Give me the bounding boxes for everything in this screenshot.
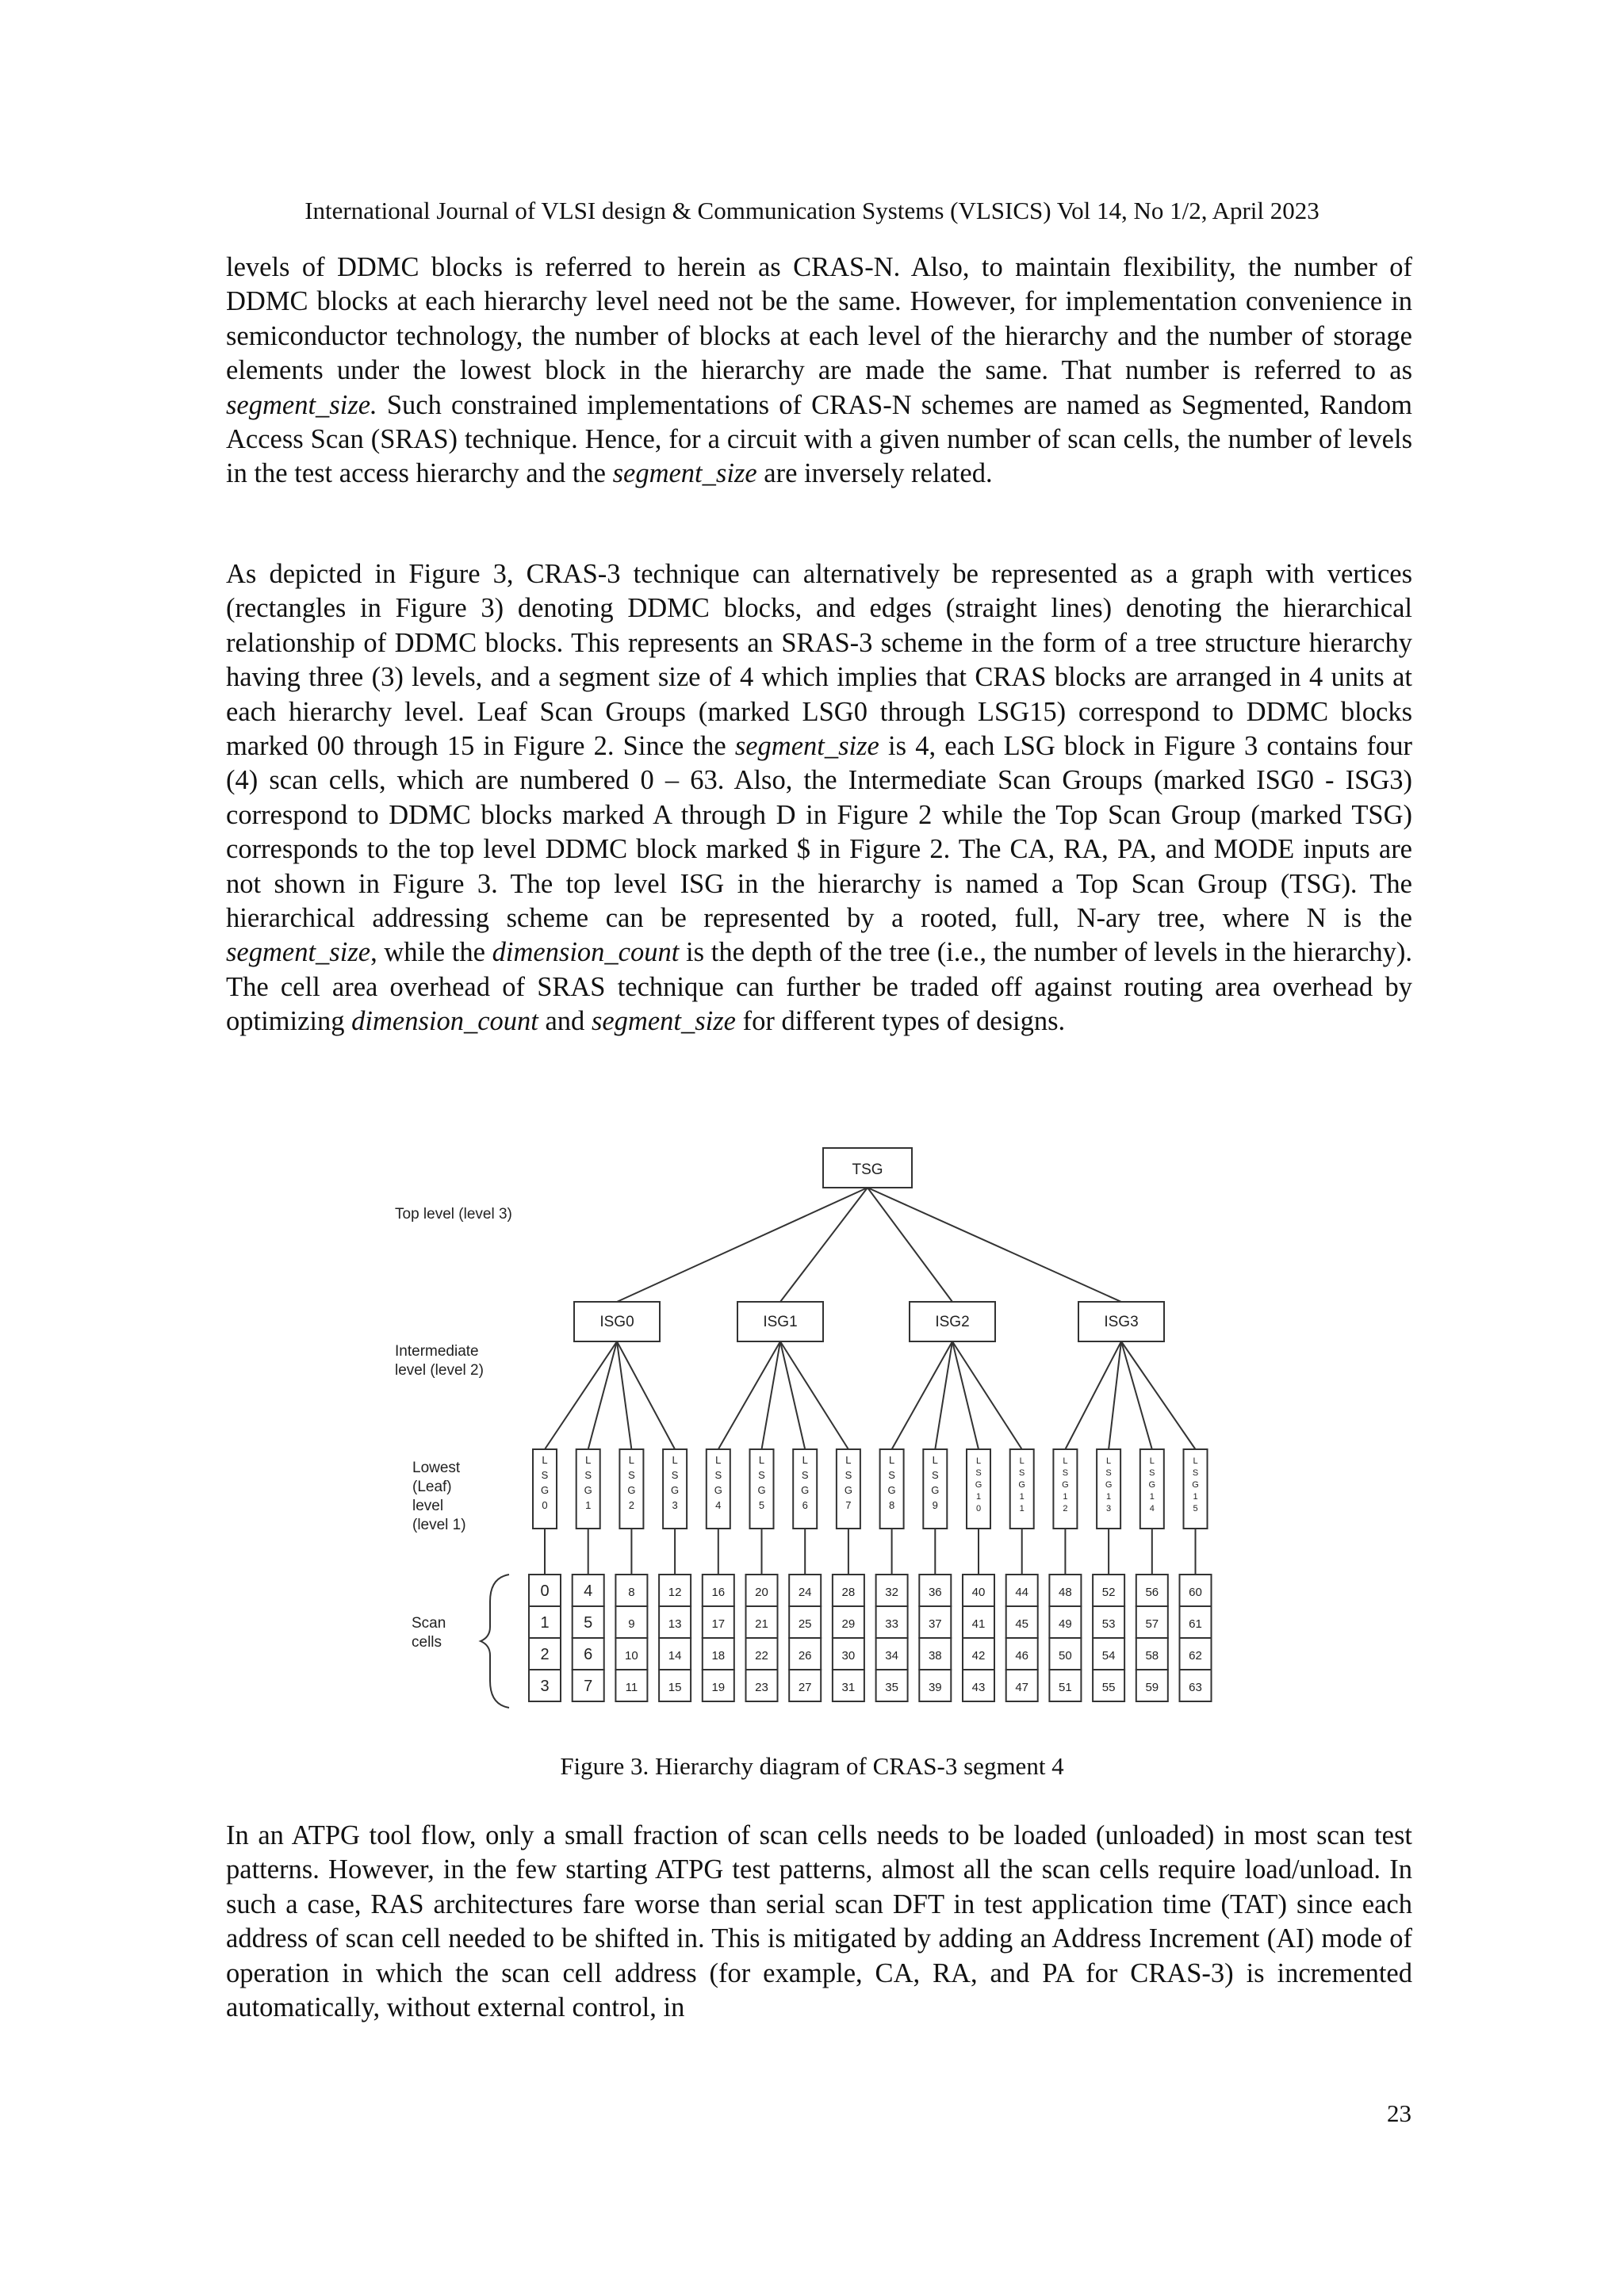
paragraph-1 — [226, 251, 1412, 492]
scan-cell-number: 45 — [1015, 1617, 1029, 1631]
lsg-label-char: 9 — [932, 1499, 938, 1511]
lsg-label-char: S — [758, 1469, 765, 1481]
isg-edge — [952, 1341, 1022, 1449]
scan-cell-number: 55 — [1101, 1681, 1116, 1694]
lsg-label-char: G — [1148, 1480, 1156, 1490]
scan-cell-number: 62 — [1189, 1649, 1202, 1663]
page-number: 23 — [1387, 2099, 1411, 2127]
lsg-label-char: G — [931, 1484, 940, 1496]
lsg-label-char: 1 — [1019, 1504, 1025, 1513]
isg-edge — [780, 1341, 848, 1449]
lsg-label-char: S — [671, 1469, 679, 1481]
lsg-label-char: L — [888, 1454, 895, 1466]
lsg-label-char: 1 — [1063, 1492, 1068, 1502]
isg-label: ISG1 — [763, 1314, 798, 1330]
lsg-label-char: 1 — [585, 1499, 592, 1511]
lsg-label-char: L — [628, 1454, 635, 1466]
lsg-label-char: L — [542, 1454, 548, 1466]
isg-label: ISG0 — [599, 1314, 634, 1330]
lsg-label-char: S — [714, 1469, 722, 1481]
lsg-label-char: 4 — [1149, 1504, 1155, 1513]
scan-cell-number: 31 — [841, 1681, 856, 1694]
scan-cell-number: 43 — [971, 1681, 986, 1694]
lsg-label-char: S — [1019, 1468, 1025, 1478]
scan-cell-number: 44 — [1015, 1586, 1029, 1599]
isg-edge — [545, 1341, 617, 1449]
lsg-label-char: S — [1149, 1468, 1155, 1478]
scan-cell-number: 3 — [540, 1678, 550, 1695]
scan-cell-number: 38 — [928, 1649, 942, 1663]
paragraph-2 — [226, 557, 1412, 1039]
scan-cell-number: 32 — [885, 1586, 898, 1599]
text-run: As depicted in Figure 3, CRAS-3 technique can alternatively be represented as a graph with vertices (rectangles in Figure 3) denoting DDMC blocks, and edges (straight lines) denoting the hierarchical relationship of DDMC blocks. This represents an SRAS-3 scheme in the form of a tree structure hierarchy having three (3) levels, and a segment size of 4 which implies that CRAS blocks are arranged in 4 units at each hierarchy level. Leaf Scan Groups (marked LSG0 through LSG15) correspond to DDMC blocks marked 00 through 15 in Figure 2. Since the — [226, 559, 1412, 762]
scan-cells-label: cells — [412, 1634, 442, 1651]
lsg-label-char: G — [540, 1484, 550, 1496]
lsg-label-char: L — [1193, 1456, 1198, 1466]
isg-edge — [617, 1341, 631, 1449]
italic-term: dimension_count — [351, 1006, 538, 1037]
lsg-label-char: S — [628, 1469, 635, 1481]
lsg-label-char: G — [1018, 1480, 1025, 1490]
scan-cell-number: 47 — [1015, 1681, 1029, 1694]
lsg-label-char: 1 — [1149, 1492, 1155, 1502]
lsg-label-char: L — [1063, 1456, 1068, 1466]
isg-edge — [1121, 1341, 1152, 1449]
lsg-label-char: S — [845, 1469, 852, 1481]
scan-cell-number: 6 — [584, 1646, 593, 1663]
lsg-label-char: 3 — [1106, 1504, 1112, 1513]
scan-cell-number: 59 — [1145, 1681, 1159, 1694]
italic-term: segment_size — [612, 458, 757, 489]
scan-cell-number: 5 — [584, 1614, 593, 1632]
lowest-level-label: Lowest — [412, 1460, 461, 1476]
scan-cell-number: 57 — [1145, 1617, 1159, 1631]
scan-cell-number: 2 — [540, 1646, 550, 1663]
scan-cell-number: 24 — [798, 1586, 812, 1599]
scan-cell-number: 30 — [841, 1649, 856, 1663]
lsg-label-char: L — [802, 1454, 808, 1466]
lsg-label-char: L — [585, 1454, 592, 1466]
lsg-label-char: 5 — [758, 1499, 765, 1511]
lowest-level-label: (Leaf) — [412, 1479, 452, 1495]
lsg-label-char: L — [1106, 1456, 1112, 1466]
isg-edge — [1121, 1341, 1196, 1449]
scan-cell-number: 35 — [885, 1681, 898, 1694]
scan-cell-number: 29 — [841, 1617, 856, 1631]
scan-cell-number: 33 — [885, 1617, 898, 1631]
scan-cell-number: 40 — [971, 1586, 986, 1599]
text-run: are inversely related. — [756, 458, 993, 489]
scan-cell-number: 0 — [540, 1582, 550, 1600]
lsg-label-char: 7 — [845, 1499, 852, 1511]
lowest-level-label: (level 1) — [412, 1517, 466, 1533]
scan-cells-brace — [481, 1575, 509, 1708]
text-run: is 4, each LSG block in Figure 3 contains four (4) scan cells, which are numbered 0 – 63. Also, the Intermediate Scan Groups (marked ISG0 - ISG3) correspond to DDMC blocks marked A through D in Figure 2 while the Top Scan Group (marked TSG) corresponds to the top level DDMC block marked $ in Figure 2. The CA, RA, PA, and MODE inputs are not shown in Figure 3. The top level ISG in the hierarchy is named a Top Scan Group (TSG). The hierarchical addressing scheme can be represented by a rooted, full, N-ary tree, where N is the — [226, 731, 1412, 934]
tsg-edge — [868, 1188, 952, 1302]
lsg-label-char: 8 — [888, 1499, 895, 1511]
lsg-label-char: 1 — [975, 1492, 982, 1502]
scan-cell-number: 21 — [755, 1617, 768, 1631]
scan-cell-number: 42 — [971, 1649, 986, 1663]
lsg-label-char: 2 — [628, 1499, 635, 1511]
lsg-label-char: G — [714, 1484, 722, 1496]
lsg-label-char: L — [758, 1454, 765, 1466]
lsg-label-char: 1 — [1106, 1492, 1112, 1502]
tsg-edge — [617, 1188, 868, 1302]
lsg-label-char: G — [801, 1484, 810, 1496]
isg-edge — [780, 1341, 805, 1449]
tsg-edge — [780, 1188, 868, 1302]
scan-cell-number: 15 — [668, 1681, 682, 1694]
scan-cell-number: 25 — [798, 1617, 812, 1631]
intermediate-level-label: level (level 2) — [395, 1362, 484, 1379]
lsg-label-char: G — [627, 1484, 636, 1496]
isg-edge — [1065, 1341, 1121, 1449]
scan-cell-number: 28 — [841, 1586, 856, 1599]
text-run: is the depth of the tree (i.e., the number of levels in the hierarchy). The cell area overhead of SRAS technique can further be traded off against routing area overhead by optimizing — [226, 937, 1413, 1037]
lsg-label-char: S — [1105, 1468, 1112, 1478]
scan-cell-number: 39 — [928, 1681, 942, 1694]
lsg-label-char: S — [1062, 1468, 1069, 1478]
isg-label: ISG3 — [1104, 1314, 1139, 1330]
isg-edge — [952, 1341, 979, 1449]
scan-cell-number: 61 — [1189, 1617, 1202, 1631]
scan-cell-number: 34 — [885, 1649, 898, 1663]
scan-cell-number: 23 — [755, 1681, 768, 1694]
scan-cell-number: 22 — [755, 1649, 768, 1663]
scan-cells-label: Scan — [412, 1615, 446, 1632]
lsg-label-char: S — [888, 1469, 895, 1481]
scan-cell-number: 63 — [1189, 1681, 1202, 1694]
scan-cell-number: 37 — [928, 1617, 942, 1631]
text-run: and — [538, 1006, 592, 1037]
lsg-label-char: G — [844, 1484, 852, 1496]
scan-cell-number: 46 — [1015, 1649, 1029, 1663]
isg-edge — [617, 1341, 675, 1449]
lsg-label-char: 3 — [672, 1499, 678, 1511]
scan-cell-number: 17 — [711, 1617, 726, 1631]
text-run: Such constrained implementations of CRAS-N schemes are named as Segmented, Random Access Scan (SRAS) technique. Hence, for a circuit with a given number of scan cells, the number of levels in the test access hierarchy and the — [226, 389, 1412, 489]
italic-term: segment_size. — [226, 389, 377, 420]
scan-cell-number: 26 — [798, 1649, 812, 1663]
lsg-label-char: S — [975, 1468, 982, 1478]
scan-cell-number: 60 — [1189, 1586, 1202, 1599]
lsg-label-char: L — [932, 1454, 938, 1466]
running-header: International Journal of VLSI design & Communication Systems (VLSICS) Vol 14, No 1/2, April 2023 — [304, 197, 1320, 224]
isg-edge — [588, 1341, 617, 1449]
italic-term: dimension_count — [492, 937, 680, 968]
scan-cell-number: 20 — [755, 1586, 768, 1599]
tsg-edge — [868, 1188, 1121, 1302]
scan-cell-number: 41 — [971, 1617, 986, 1631]
lsg-label-char: G — [1062, 1480, 1069, 1490]
lsg-label-char: 4 — [715, 1499, 722, 1511]
scan-cell-number: 58 — [1145, 1649, 1159, 1663]
lsg-label-char: 0 — [975, 1504, 982, 1513]
scan-cell-number: 51 — [1059, 1681, 1072, 1694]
lsg-label-char: G — [1192, 1480, 1199, 1490]
isg-edge — [1109, 1341, 1121, 1449]
scan-cell-number: 36 — [928, 1586, 942, 1599]
scan-cell-number: 8 — [628, 1586, 635, 1599]
lsg-label-char: G — [975, 1480, 982, 1490]
scan-cell-number: 56 — [1145, 1586, 1159, 1599]
scan-cell-number: 18 — [711, 1649, 726, 1663]
lsg-label-char: L — [1019, 1456, 1025, 1466]
scan-cell-number: 14 — [668, 1649, 682, 1663]
lsg-label-char: S — [801, 1469, 809, 1481]
scan-cell-number: 9 — [628, 1617, 635, 1631]
scan-cell-number: 50 — [1059, 1649, 1072, 1663]
intermediate-level-label: Intermediate — [395, 1343, 479, 1360]
lsg-label-char: L — [672, 1454, 678, 1466]
lsg-label-char: 0 — [542, 1499, 548, 1511]
lsg-label-char: L — [1149, 1456, 1155, 1466]
scan-cell-number: 12 — [668, 1586, 682, 1599]
text-run: In an ATPG tool flow, only a small fraction of scan cells needs to be loaded (unloaded) in most scan test patterns. However, in the few starting ATPG test patterns, almost all the scan cells require load/unload. In such a case, RAS architectures fare worse than serial scan DFT in test application time (TAT) since each address of scan cell needed to be shifted in. This is mitigated by adding an Address Increment (AI) mode of operation in which the scan cell address (for example, CA, RA, and PA for CRAS-3) is incremented automatically, without external control, in — [226, 1820, 1412, 2023]
scan-cell-number: 52 — [1101, 1586, 1116, 1599]
italic-term: segment_size — [734, 731, 879, 762]
italic-term: segment_size — [591, 1006, 736, 1037]
lsg-label-char: G — [1105, 1480, 1113, 1490]
lsg-label-char: G — [887, 1484, 896, 1496]
text-run: for different types of designs. — [736, 1006, 1066, 1037]
text-run: , while the — [370, 937, 492, 968]
lsg-label-char: S — [541, 1469, 549, 1481]
scan-cell-number: 13 — [668, 1617, 682, 1631]
lsg-label-char: G — [584, 1484, 592, 1496]
hierarchy-diagram — [0, 1126, 1624, 1744]
scan-cell-number: 27 — [798, 1681, 812, 1694]
lsg-label-char: 5 — [1193, 1504, 1198, 1513]
italic-term: segment_size — [226, 937, 371, 968]
scan-cell-number: 54 — [1101, 1649, 1116, 1663]
lowest-level-label: level — [412, 1498, 444, 1514]
scan-cell-number: 10 — [625, 1649, 638, 1663]
lsg-label-char: S — [584, 1469, 592, 1481]
figure-caption: Figure 3. Hierarchy diagram of CRAS-3 segment 4 — [560, 1752, 1064, 1780]
scan-cell-number: 49 — [1059, 1617, 1072, 1631]
paragraph-3 — [226, 1819, 1412, 2025]
lsg-label-char: 6 — [802, 1499, 808, 1511]
isg-label: ISG2 — [935, 1314, 970, 1330]
lsg-label-char: L — [975, 1456, 982, 1466]
scan-cell-number: 48 — [1059, 1586, 1072, 1599]
scan-cell-number: 53 — [1101, 1617, 1116, 1631]
scan-cell-number: 11 — [625, 1681, 638, 1694]
text-run: levels of DDMC blocks is referred to herein as CRAS-N. Also, to maintain flexibility, the number of DDMC blocks at each hierarchy level need not be the same. However, for implementation convenience in semiconductor technology, the number of blocks at each level of the hierarchy and the number of storage elements under the lowest block in the hierarchy are made the same. That number is referred to as — [226, 252, 1412, 386]
lsg-label-char: L — [715, 1454, 722, 1466]
lsg-label-char: S — [931, 1469, 939, 1481]
lsg-label-char: 2 — [1063, 1504, 1068, 1513]
lsg-label-char: G — [757, 1484, 766, 1496]
top-level-label: Top level (level 3) — [395, 1206, 512, 1223]
scan-cell-number: 16 — [711, 1586, 726, 1599]
lsg-label-char: 1 — [1193, 1492, 1198, 1502]
lsg-label-char: G — [671, 1484, 680, 1496]
scan-cell-number: 4 — [584, 1582, 593, 1600]
scan-cell-number: 1 — [540, 1614, 550, 1632]
scan-cell-number: 19 — [711, 1681, 726, 1694]
tsg-label: TSG — [852, 1161, 883, 1178]
lsg-label-char: 1 — [1019, 1492, 1025, 1502]
lsg-label-char: L — [845, 1454, 852, 1466]
scan-cell-number: 7 — [584, 1678, 593, 1695]
lsg-label-char: S — [1192, 1468, 1199, 1478]
figure-3 — [0, 1126, 1624, 1744]
